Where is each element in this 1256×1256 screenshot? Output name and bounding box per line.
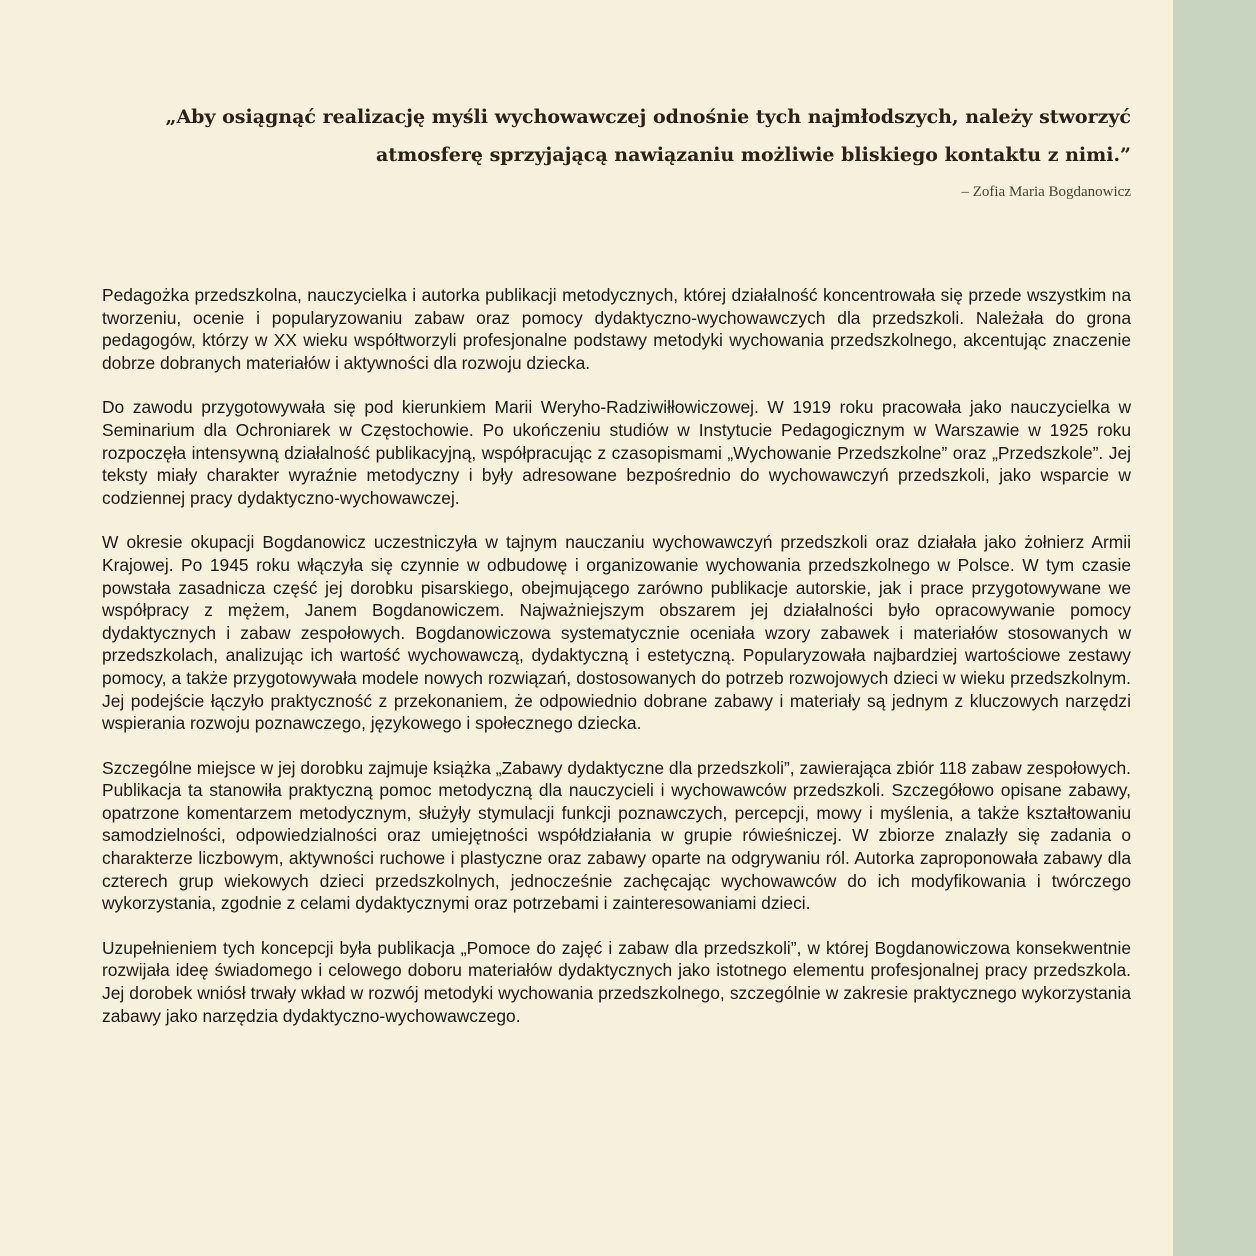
quote-author: – Zofia Maria Bogdanowicz [961,184,1131,200]
article-body [102,284,1131,1049]
paragraph-teaching-aids: Uzupełnieniem tych koncepcji była publikacja „Pomoce do zajęć i zabaw dla przedszkoli”, w której Bogdanowiczowa konsekwentnie rozwijała ideę świadomego i celowego doboru materiałów dydaktycznych jako istotnego elementu profesjonalnej pracy przedszkola. Jej dorobek wniósł trwały wkład w rozwój metodyki wychowania przedszkolnego, szczególnie w zakresie praktycznego wykorzystania zabawy jako narzędzia dydaktyczno-wychowawczego. [102,937,1131,1026]
epigraph-quote: „Aby osiągnąć realizację myśli wychowawczej odnośnie tych najmłodszych, należy stworzyć atmosferę sprzyjającą nawiązaniu możliwie bliskiego kontaktu z nimi.” [165,106,1131,166]
quote-block [150,98,1131,202]
paragraph-didactic-games-book: Szczególne miejsce w jej dorobku zajmuje książka „Zabawy dydaktyczne dla przedszkoli”, zawierająca zbiór 118 zabaw zespołowych. Publikacja ta stanowiła praktyczną pomoc metodyczną dla nauczycieli i wychowawców przedszkoli. Szczegółowo opisane zabawy, opatrzone komentarzem metodycznym, służyły stymulacji funkcji poznawczych, percepcji, mowy i myślenia, a także kształtowaniu samodzielności, odpowiedzialności oraz umiejętności współdziałania w grupie rówieśniczej. W zbiorze znalazły się zadania o charakterze liczbowym, aktywności ruchowe i plastyczne oraz zabawy oparte na odgrywaniu ról. Autorka zaproponowała zabawy dla czterech grup wiekowych dzieci przedszkolnych, jednocześnie zachęcając wychowawców do ich modyfikowania i twórczego wykorzystania, zgodnie z celami dydaktycznymi oraz potrzebami i zainteresowaniami dzieci. [102,757,1131,914]
side-decorative-band [1173,0,1256,1256]
paragraph-intro: Pedagożka przedszkolna, nauczycielka i autorka publikacji metodycznych, której działalność koncentrowała się przede wszystkim na tworzeniu, ocenie i popularyzowaniu zabaw oraz pomocy dydaktyczno-wychowawczych dla przedszkoli. Należała do grona pedagogów, którzy w XX wieku współtworzyli profesjonalne podstawy metodyki wychowania przedszkolnego, akcentując znaczenie dobrze dobranych materiałów i aktywności dla rozwoju dziecka. [102,285,1131,373]
paragraph-occupation-postwar: W okresie okupacji Bogdanowicz uczestniczyła w tajnym nauczaniu wychowawczyń przedszkoli oraz działała jako żołnierz Armii Krajowej. Po 1945 roku włączyła się czynnie w odbudowę i organizowanie wychowania przedszkolnego w Polsce. W tym czasie powstała zasadnicza część jej dorobku pisarskiego, obejmującego zarówno publikacje autorskie, jak i prace przygotowywane we współpracy z mężem, Janem Bogdanowiczem. Najważniejszym obszarem jej działalności było opracowywanie pomocy dydaktycznych i zabaw zespołowych. Bogdanowiczowa systematycznie oceniała wzory zabawek i materiałów stosowanych w przedszkolach, analizując ich wartość wychowawczą, dydaktyczną i estetyczną. Popularyzowała najbardziej wartościowe zestawy pomocy, a także przygotowywała modele nowych rozwiązań, dostosowanych do potrzeb rozwojowych dzieci w wieku przedszkolnym. Jej podejście łączyło praktyczność z przekonaniem, że odpowiednio dobrane zabawy i materiały są jednym z kluczowych narzędzi wspierania rozwoju poznawczego, językowego i społecznego dziecka. [102,532,1131,734]
paragraph-education: Do zawodu przygotowywała się pod kierunkiem Marii Weryho-Radziwiłłowiczowej. W 1919 roku pracowała jako nauczycielka w Seminarium dla Ochroniarek w Częstochowie. Po ukończeniu studiów w Instytucie Pedagogicznym w Warszawie w 1925 roku rozpoczęła intensywną działalność publikacyjną, współpracując z czasopismami „Wychowanie Przedszkolne” oraz „Przedszkole”. Jej teksty miały charakter wyraźnie metodyczny i były adresowane bezpośrednio do wychowawczyń przedszkoli, jako wsparcie w codziennej pracy dydaktyczno-wychowawczej. [102,397,1131,508]
